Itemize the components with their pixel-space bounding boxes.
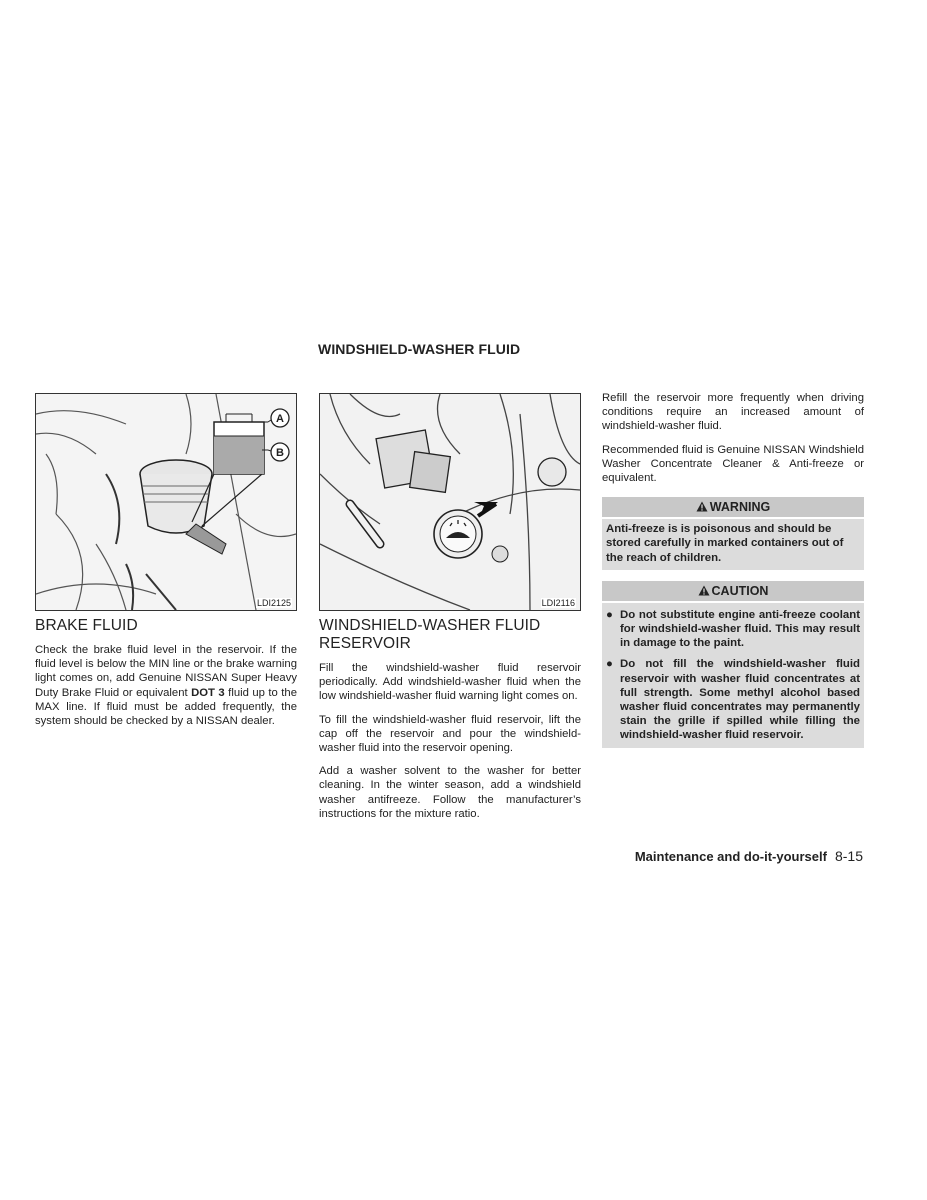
recommended-fluid-paragraph: Recommended fluid is Genuine NISSAN Windshield Washer Concentrate Cleaner & Anti-freeze or equivalent. (602, 443, 864, 485)
washer-reservoir-heading: WINDSHIELD-WASHER FLUID RESERVOIR (319, 617, 541, 652)
washer-paragraph-2: To fill the windshield-washer fluid reservoir, lift the cap off the reservoir and pour the windshield-washer fluid into the reservoir opening. (319, 713, 581, 755)
callout-b: B (276, 447, 284, 459)
bullet-icon: ● (606, 608, 613, 621)
washer-reservoir-illustration (320, 394, 580, 610)
figure-code: LDI2116 (541, 598, 575, 608)
brake-reservoir-illustration (36, 394, 296, 610)
section-header: WINDSHIELD-WASHER FLUID (318, 341, 521, 357)
caution-title: CAUTION (711, 583, 769, 598)
washer-reservoir-figure (319, 393, 581, 611)
refill-paragraph: Refill the reservoir more frequently when driving conditions require an increased amount of windshield-washer fluid. (602, 392, 864, 433)
warning-triangle-icon (696, 501, 708, 512)
washer-fluid-column (319, 393, 581, 830)
brake-fluid-heading: BRAKE FLUID (35, 617, 138, 634)
washer-paragraph-3: Add a washer solvent to the washer for better cleaning. In the winter season, add a windshield washer antifreeze. Follow the manufacturer’s instructions for the mixture ratio. (319, 765, 581, 820)
brake-fluid-column (35, 393, 297, 737)
warning-title: WARNING (709, 500, 771, 515)
caution-item: ● Do not fill the windshield-washer fluid reservoir with washer fluid concentrates at full strength. Some methyl alcohol based washer fluid concentrates may permanently stain the grille if spilled while filling the windshield-washer fluid reservoir. (606, 658, 860, 742)
warning-header (602, 497, 864, 517)
warning-text: Anti-freeze is is poisonous and should be stored carefully in marked containers out of the reach of children. (602, 519, 864, 570)
brake-fluid-figure (35, 393, 297, 611)
page-footer (635, 848, 863, 864)
washer-paragraph-1: Fill the windshield-washer fluid reservoir periodically. Add windshield-washer fluid when the low windshield-washer fluid warning light comes on. (319, 662, 581, 703)
washer-notes-column (602, 391, 864, 748)
footer-section-title: Maintenance and do-it-yourself (634, 849, 827, 864)
figure-code: LDI2125 (256, 598, 291, 608)
brake-fluid-text: Check the brake fluid level in the reservoir. If the fluid level is below the MIN line or the brake warning light comes on, add Genuine NISSAN Super Heavy Duty Brake Fluid or equivalent DOT 3 fluid up to the MAX line. If fluid must be added frequently, the system should be checked by a NISSAN dealer. (35, 644, 297, 728)
caution-item: ● Do not substitute engine anti-freeze coolant for windshield-washer fluid. This may result in damage to the paint. (606, 608, 860, 650)
page-number: 8-15 (834, 848, 863, 864)
caution-list (602, 603, 864, 748)
bullet-icon: ● (606, 658, 613, 671)
callout-a: A (276, 413, 284, 425)
caution-header (602, 581, 864, 601)
caution-triangle-icon (698, 585, 710, 596)
